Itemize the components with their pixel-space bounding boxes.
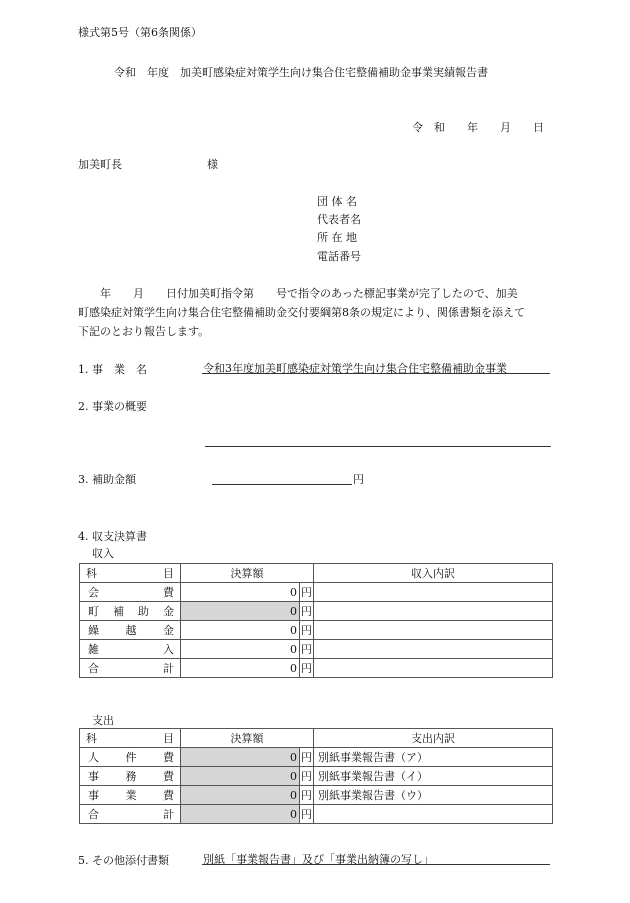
expense-header-amount: 決算額 bbox=[181, 729, 314, 748]
expense-detail-cell[interactable]: 別紙事業報告書（イ） bbox=[314, 767, 553, 786]
income-caption: 収入 bbox=[92, 547, 114, 560]
income-amount-cell[interactable]: 0 bbox=[181, 602, 300, 621]
expense-subject-cell: 合計 bbox=[80, 805, 181, 824]
income-amount-cell[interactable]: 0 bbox=[181, 640, 300, 659]
subsidy-underline bbox=[212, 484, 352, 485]
income-unit-cell: 円 bbox=[300, 659, 314, 678]
applicant-phone-label: 電話番号 bbox=[317, 250, 361, 263]
expense-unit-cell: 円 bbox=[300, 748, 314, 767]
overview-underline bbox=[205, 446, 551, 447]
table-row bbox=[80, 748, 553, 767]
body-line-3: 下記のとおり報告します。 bbox=[78, 325, 210, 338]
attachments-label: 5. その他添付書類 bbox=[78, 854, 169, 867]
expense-detail-cell[interactable]: 別紙事業報告書（ア） bbox=[314, 748, 553, 767]
table-row bbox=[80, 805, 553, 824]
project-name-underline bbox=[202, 373, 550, 374]
income-header-subject: 科 目 bbox=[80, 564, 181, 583]
expense-amount-cell[interactable]: 0 bbox=[181, 786, 300, 805]
expense-subject-cell: 事業費 bbox=[80, 786, 181, 805]
project-name-value: 令和3年度加美町感染症対策学生向け集合住宅整備補助金事業 bbox=[203, 362, 507, 375]
expense-header-detail: 支出内訳 bbox=[314, 729, 553, 748]
income-subject-cell: 会費 bbox=[80, 583, 181, 602]
income-unit-cell: 円 bbox=[300, 640, 314, 659]
expense-amount-cell[interactable]: 0 bbox=[181, 748, 300, 767]
addressee-honorific: 様 bbox=[207, 158, 218, 171]
document-title: 令和 年度 加美町感染症対策学生向け集合住宅整備補助金事業実績報告書 bbox=[114, 66, 488, 79]
table-row bbox=[80, 659, 553, 678]
income-header-amount: 決算額 bbox=[181, 564, 314, 583]
form-number: 様式第5号（第6条関係） bbox=[78, 26, 202, 39]
report-date: 令 和 年 月 日 bbox=[412, 121, 544, 134]
income-amount-cell[interactable]: 0 bbox=[181, 659, 300, 678]
table-row bbox=[80, 583, 553, 602]
income-detail-cell[interactable] bbox=[314, 640, 553, 659]
body-line-1: 年 月 日付加美町指令第 号で指令のあった標記事業が完了したので、加美 bbox=[78, 287, 518, 300]
addressee-name: 加美町長 bbox=[78, 158, 122, 171]
applicant-address-label: 所 在 地 bbox=[317, 231, 357, 244]
table-row bbox=[80, 767, 553, 786]
attachments-value: 別紙「事業報告書」及び「事業出納簿の写し」 bbox=[203, 853, 434, 866]
table-row bbox=[80, 640, 553, 659]
expense-subject-cell: 事務費 bbox=[80, 767, 181, 786]
income-unit-cell: 円 bbox=[300, 621, 314, 640]
expense-amount-cell[interactable]: 0 bbox=[181, 805, 300, 824]
applicant-org-label: 団 体 名 bbox=[317, 195, 357, 208]
income-table bbox=[79, 563, 553, 678]
income-detail-cell[interactable] bbox=[314, 659, 553, 678]
income-unit-cell: 円 bbox=[300, 583, 314, 602]
expense-unit-cell: 円 bbox=[300, 786, 314, 805]
table-row bbox=[80, 602, 553, 621]
table-row bbox=[80, 786, 553, 805]
subsidy-unit: 円 bbox=[353, 473, 364, 486]
table-row bbox=[80, 621, 553, 640]
expense-header-subject: 科 目 bbox=[80, 729, 181, 748]
income-detail-cell[interactable] bbox=[314, 602, 553, 621]
expense-header-row bbox=[80, 729, 553, 748]
income-subject-cell: 合計 bbox=[80, 659, 181, 678]
subsidy-label: 3. 補助金額 bbox=[78, 473, 136, 486]
expense-amount-cell[interactable]: 0 bbox=[181, 767, 300, 786]
expense-detail-cell[interactable] bbox=[314, 805, 553, 824]
budget-label: 4. 収支決算書 bbox=[78, 530, 147, 543]
expense-detail-cell[interactable]: 別紙事業報告書（ウ） bbox=[314, 786, 553, 805]
income-header-detail: 収入内訳 bbox=[314, 564, 553, 583]
expense-unit-cell: 円 bbox=[300, 805, 314, 824]
income-amount-cell[interactable]: 0 bbox=[181, 621, 300, 640]
expense-subject-cell: 人件費 bbox=[80, 748, 181, 767]
expense-table bbox=[79, 728, 553, 824]
applicant-rep-label: 代表者名 bbox=[317, 213, 361, 226]
income-subject-cell: 町補助金 bbox=[80, 602, 181, 621]
income-amount-cell[interactable]: 0 bbox=[181, 583, 300, 602]
income-subject-cell: 繰越金 bbox=[80, 621, 181, 640]
income-unit-cell: 円 bbox=[300, 602, 314, 621]
income-detail-cell[interactable] bbox=[314, 583, 553, 602]
body-line-2: 町感染症対策学生向け集合住宅整備補助金交付要綱第8条の規定により、関係書類を添えて bbox=[78, 306, 525, 319]
overview-label: 2. 事業の概要 bbox=[78, 400, 147, 413]
attachments-underline bbox=[202, 864, 550, 865]
project-name-label: 1. 事 業 名 bbox=[78, 363, 147, 376]
expense-unit-cell: 円 bbox=[300, 767, 314, 786]
income-subject-cell: 雑入 bbox=[80, 640, 181, 659]
income-detail-cell[interactable] bbox=[314, 621, 553, 640]
income-header-row bbox=[80, 564, 553, 583]
expense-caption: 支出 bbox=[92, 714, 114, 727]
